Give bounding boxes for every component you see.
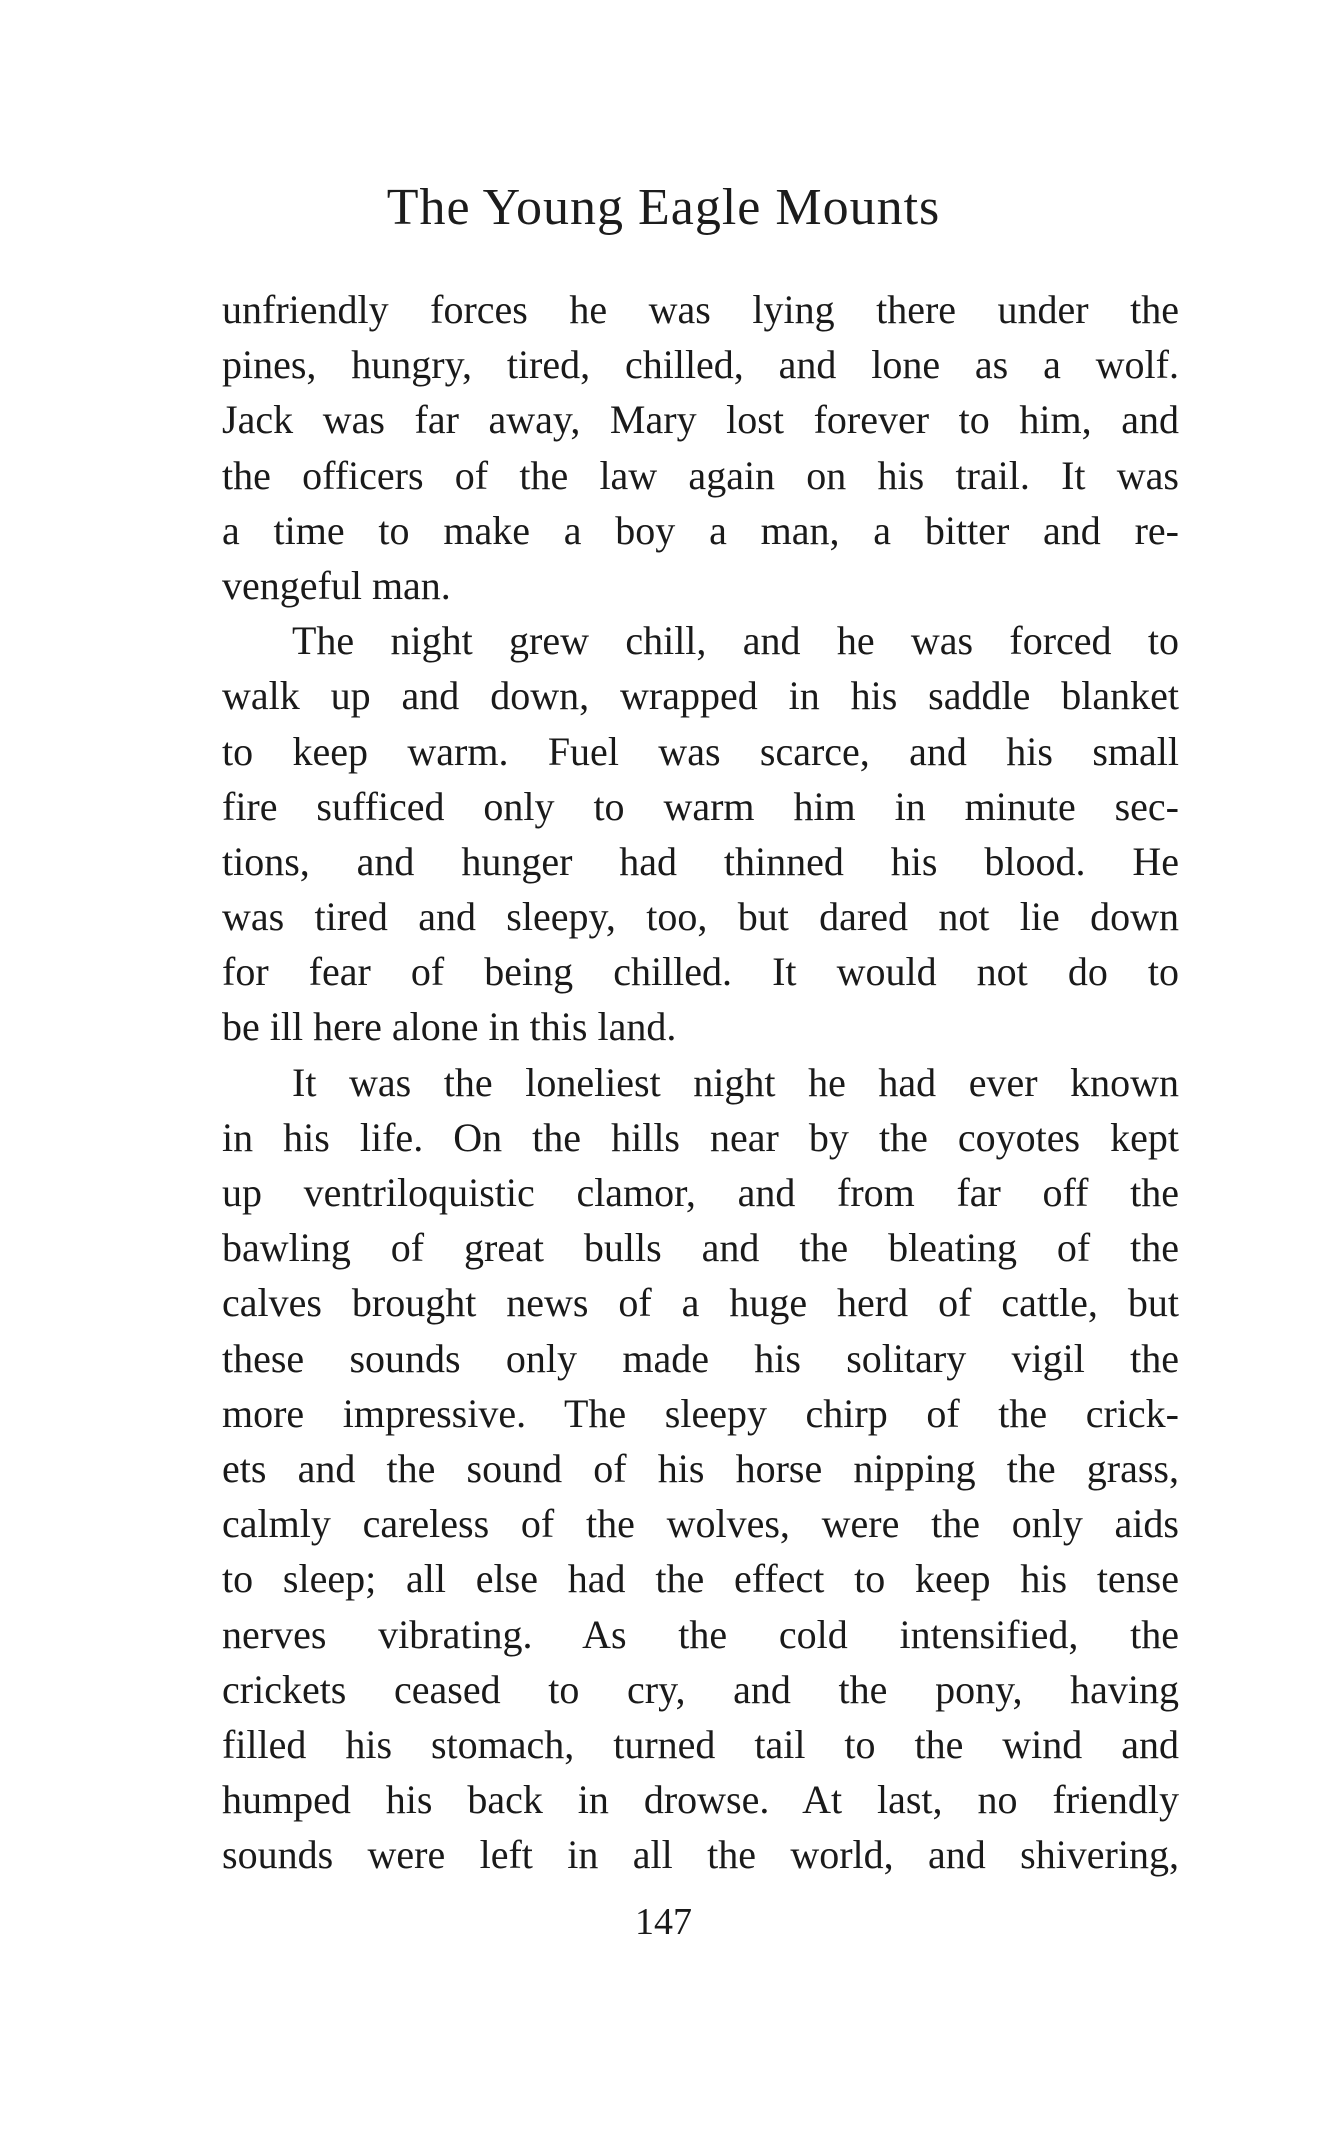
page-number: 147 [635,1901,692,1943]
body-text [222,282,1179,1882]
text-line: was tired and sleepy, too, but dared not lie down [222,894,1179,940]
text-line: It was the loneliest night he had ever known [292,1059,1179,1105]
text-line: nerves vibrating. As the cold intensified, the [222,1611,1179,1657]
text-line: crickets ceased to cry, and the pony, having [222,1666,1179,1712]
text-line: unfriendly forces he was lying there under the [222,287,1179,332]
text-line: the officers of the law again on his trail. It was [222,452,1179,498]
running-title: The Young Eagle Mounts [386,179,941,236]
text-line: Jack was far away, Mary lost forever to him, and [222,397,1179,443]
text-line: walk up and down, wrapped in his saddle blanket [222,673,1179,719]
text-line: these sounds only made his solitary vigil the [222,1335,1179,1381]
text-line: sounds were left in all the world, and shivering, [222,1832,1179,1878]
text-line: calves brought news of a huge herd of cattle, but [222,1280,1179,1326]
text-line: pines, hungry, tired, chilled, and lone as a wolf. [222,342,1179,388]
text-line: vengeful man. [222,562,451,608]
text-line: a time to make a boy a man, a bitter and re- [222,507,1179,553]
text-line: filled his stomach, turned tail to the wind and [222,1721,1179,1767]
text-line: bawling of great bulls and the bleating of the [222,1225,1179,1271]
text-line: in his life. On the hills near by the coyotes kept [222,1114,1179,1160]
text-line: to keep warm. Fuel was scarce, and his small [222,728,1179,774]
text-line: more impressive. The sleepy chirp of the crick- [222,1390,1179,1436]
text-line: be ill here alone in this land. [222,1004,677,1050]
text-line: fire sufficed only to warm him in minute sec- [222,783,1179,829]
text-line: humped his back in drowse. At last, no friendly [222,1777,1179,1823]
text-line: to sleep; all else had the effect to keep his tense [222,1556,1179,1602]
text-line: calmly careless of the wolves, were the only aids [222,1501,1179,1547]
text-line: tions, and hunger had thinned his blood. He [222,838,1179,884]
text-line: up ventriloquistic clamor, and from far off the [222,1170,1179,1215]
text-line: for fear of being chilled. It would not do to [222,949,1179,995]
text-line: The night grew chill, and he was forced to [292,618,1179,664]
text-line: ets and the sound of his horse nipping the grass, [222,1445,1179,1491]
